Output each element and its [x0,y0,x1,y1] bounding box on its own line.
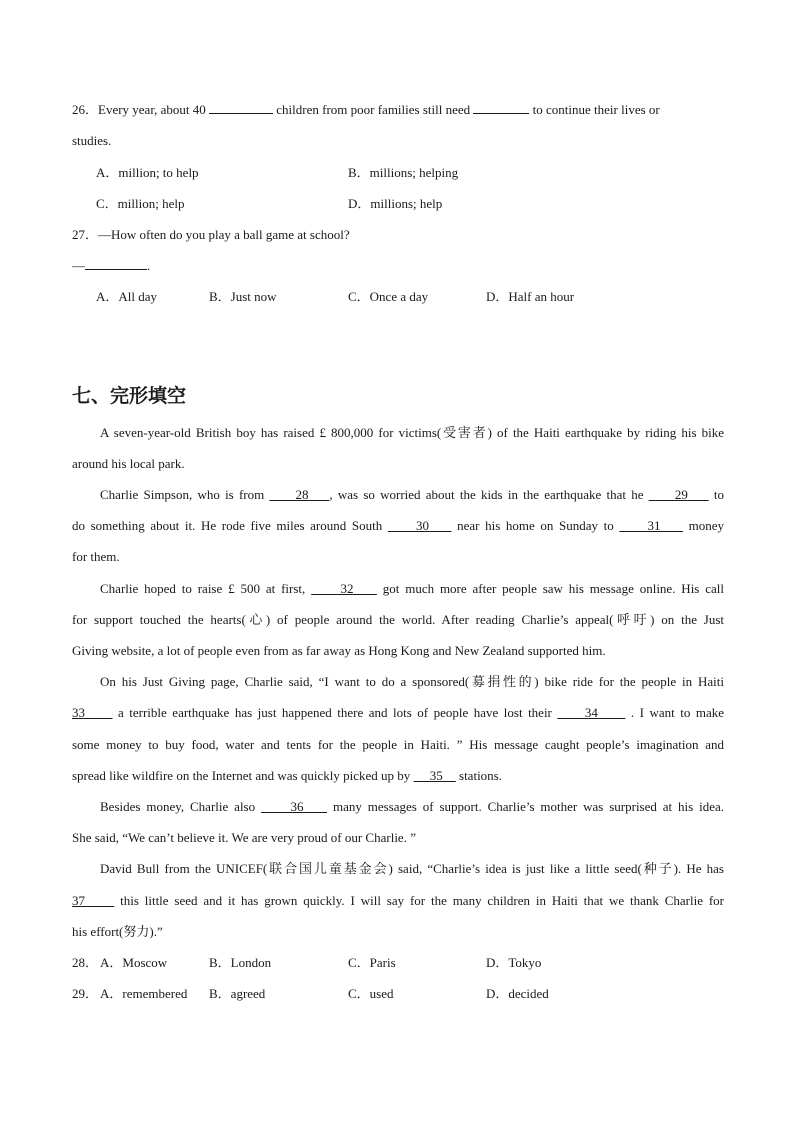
q27-option-c[interactable]: C．Once a day [348,289,429,304]
passage-line: On his Just Giving page, Charlie said, “I want to do a sponsored(募捐性的) bike ride for the people in Haiti [100,674,724,689]
blank-28: 28 [295,487,309,502]
q29-option-c[interactable]: C．used [348,986,394,1001]
q29-option-a[interactable]: A．remembered [100,986,188,1001]
q27-answer-line: — . [72,258,151,273]
passage-line: 37 this little seed and it has grown quickly. I will say for the many children in Haiti that we thank Charlie for [72,893,725,908]
passage-line: for them. [72,549,120,564]
q26-option-a[interactable]: A．million; to help [96,165,199,180]
q29-option-b[interactable]: B．agreed [209,986,266,1001]
passage-line: spread like wildfire on the Internet and was quickly picked up by 35 stations. [72,768,502,783]
passage-line: some money to buy food, water and tents for the people in Haiti. ” His message caught people’s imagination and [72,737,724,752]
blank-33: 33 [72,705,85,720]
passage-line: Charlie Simpson, who is from 28 , was so worried about the kids in the earthquake that he 29 to [100,487,725,502]
passage-line: around his local park. [72,456,185,471]
q26-blank-1 [209,101,273,114]
q28-number: 28． [72,955,99,970]
q27-blank [85,257,147,270]
blank-31: 31 [647,518,661,533]
blank-32: 32 [340,581,354,596]
blank-34: 34 [584,705,598,720]
q26-option-d[interactable]: D．millions; help [348,196,443,211]
q26-option-c[interactable]: C．million; help [96,196,185,211]
q27-stem: 27．—How often do you play a ball game at school? [72,227,350,242]
q29-number: 29． [72,986,99,1001]
passage-line: for support touched the hearts(心) of people around the world. After reading Charlie’s appeal(呼吁) on the Just [72,612,724,627]
q28-option-a[interactable]: A．Moscow [100,955,168,970]
q29-option-d[interactable]: D．decided [486,986,549,1001]
blank-30: 30 [415,518,429,533]
blank-36: 36 [290,799,304,814]
q28-option-c[interactable]: C．Paris [348,955,396,970]
q26-option-b[interactable]: B．millions; helping [348,165,459,180]
passage-line: Besides money, Charlie also 36 many messages of support. Charlie’s mother was surprised at his idea. [100,799,725,814]
passage-line: She said, “We can’t believe it. We are very proud of our Charlie. ” [72,830,416,845]
q28-option-d[interactable]: D．Tokyo [486,955,542,970]
q26-blank-2 [473,101,529,114]
q26-stem-line2: studies. [72,133,112,148]
passage-line: do something about it. He rode five miles around South 30 near his home on Sunday to 31 money [72,518,725,533]
blank-29: 29 [674,487,688,502]
q27-option-b[interactable]: B．Just now [209,289,277,304]
passage-line: Charlie hoped to raise £ 500 at first, 32 got much more after people saw his message online. His call [100,581,724,596]
passage-line: 33 a terrible earthquake has just happened there and lots of people have lost their 34 . I want to make [72,705,724,720]
q26-stem: 26．Every year, about 40 children from poor families still need to continue their lives or [72,102,660,117]
section-title: 七、完形填空 [72,385,187,407]
q27-option-a[interactable]: A．All day [96,289,158,304]
q28-option-b[interactable]: B．London [209,955,272,970]
passage-line: A seven-year-old British boy has raised £ 800,000 for victims(受害者) of the Haiti earthquake by riding his bike [100,425,724,440]
blank-35: 35 [429,768,443,783]
q27-option-d[interactable]: D．Half an hour [486,289,575,304]
passage-line: Giving website, a lot of people even from as far away as Hong Kong and New Zealand supported him. [72,643,606,658]
blank-37: 37 [72,893,85,908]
passage-line: his effort(努力).” [72,924,163,939]
passage-line: David Bull from the UNICEF(联合国儿童基金会) said, “Charlie’s idea is just like a little seed(种子). He has [100,861,724,876]
